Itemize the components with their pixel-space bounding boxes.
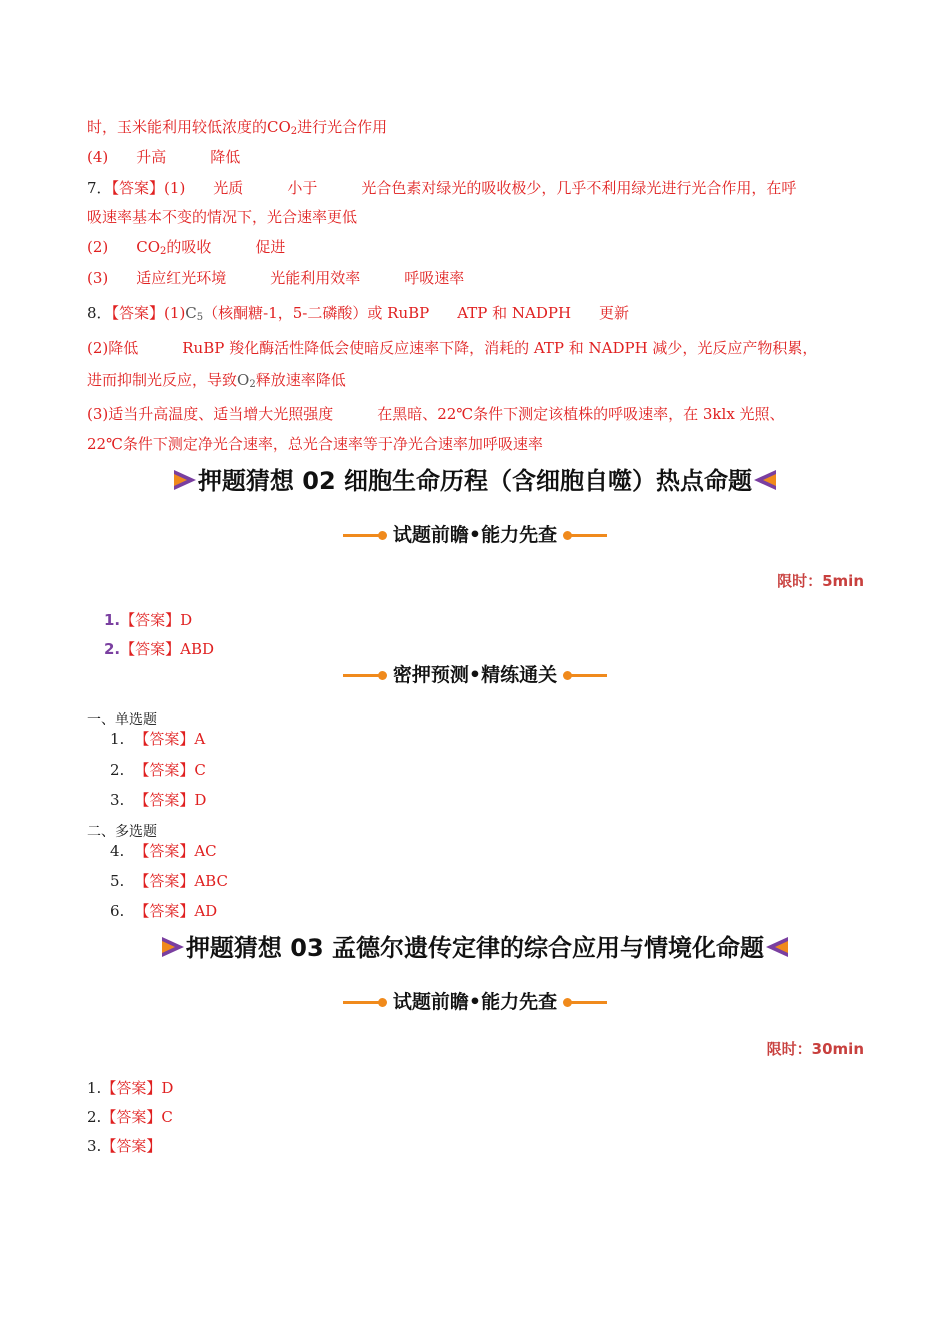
answer-text: 【答案】AC xyxy=(134,842,217,860)
multi-choice-heading: 二、多选题 xyxy=(87,824,157,840)
question-number: 1. xyxy=(110,730,125,748)
subsection-banner xyxy=(0,989,950,1015)
divider-line xyxy=(343,534,383,537)
question-number: 2. xyxy=(87,1108,102,1126)
answer-text: 呼吸速率 xyxy=(404,269,465,287)
subsection-banner xyxy=(0,522,950,548)
arrow-left-icon xyxy=(766,937,788,957)
answer-text: (3)适当升高温度、适当增大光照强度 xyxy=(87,405,334,423)
answer-text: 适应红光环境 xyxy=(136,269,227,287)
banner-label: 试题前瞻•能力先查 xyxy=(392,991,558,1013)
answer-text: 光质 xyxy=(213,179,244,197)
divider-line xyxy=(567,1001,607,1004)
question-number: 8． xyxy=(87,304,112,322)
section-title: 押题猜想 02 细胞生命历程（含细胞自噬）热点命题 xyxy=(197,467,753,495)
answer-line xyxy=(87,147,240,167)
answer-line xyxy=(87,1136,161,1156)
answer-text: RuBP 羧化酶活性降低会使暗反应速率下降，消耗的 ATP 和 NADPH 减少，光反应产物积累， xyxy=(182,339,818,357)
subscript: 2 xyxy=(249,379,256,390)
answer-line xyxy=(110,729,205,749)
banner-label: 试题前瞻•能力先查 xyxy=(392,524,558,546)
answer-text: 【答案】ABC xyxy=(134,872,228,890)
answer-text: 【答案】C xyxy=(134,761,206,779)
answer-line xyxy=(104,610,192,630)
answer-text: ATP 和 NADPH xyxy=(457,304,572,322)
answer-text: 光能利用效率 xyxy=(270,269,361,287)
answer-text: (2)降低 xyxy=(87,339,139,357)
subscript: 5 xyxy=(196,312,204,323)
answer-text: 吸速率基本不变的情况下，光合速率更低 xyxy=(87,208,358,226)
answer-text: 降低 xyxy=(210,148,241,166)
answer-text: 时，玉米能利用较低浓度的CO xyxy=(87,118,291,136)
answer-text: 【答案】A xyxy=(134,730,206,748)
arrow-right-icon xyxy=(174,470,196,490)
answer-line xyxy=(87,268,464,288)
question-number: 3. xyxy=(110,791,125,809)
answer-line xyxy=(87,338,817,358)
answer-text: 光合色素对绿光的吸收极少，几乎不利用绿光进行光合作用，在呼 xyxy=(361,179,797,197)
time-limit: 限时：5min xyxy=(777,572,864,590)
answer-line xyxy=(87,1107,173,1127)
answer-text: 【答案】D xyxy=(101,1079,174,1097)
answer-text: CO xyxy=(136,238,161,256)
formula-o2: O xyxy=(237,371,250,389)
answer-line xyxy=(110,790,206,810)
answer-text: 在黑暗、22℃条件下测定该植株的呼吸速率，在 3klx 光照、 xyxy=(377,405,785,423)
answer-line xyxy=(87,303,629,328)
divider-line xyxy=(343,1001,383,1004)
question-number: 5. xyxy=(110,872,125,890)
answer-text: 小于 xyxy=(287,179,318,197)
section-heading xyxy=(0,465,950,497)
question-number: 1. xyxy=(104,611,121,629)
answer-text: 22℃条件下测定净光合速率，总光合速率等于净光合速率加呼吸速率 xyxy=(87,435,543,453)
section-heading xyxy=(0,932,950,964)
single-choice-heading: 一、单选题 xyxy=(87,712,157,728)
divider-line xyxy=(567,674,607,677)
question-number: 2. xyxy=(104,640,121,658)
subsection-banner xyxy=(0,662,950,688)
question-number: 7． xyxy=(87,179,112,197)
arrow-right-icon xyxy=(162,937,184,957)
question-number: 1. xyxy=(87,1079,102,1097)
subscript: 2 xyxy=(290,126,298,137)
section-title: 押题猜想 03 孟德尔遗传定律的综合应用与情境化命题 xyxy=(185,934,765,962)
formula-c5: C xyxy=(185,304,197,322)
answer-text: 的吸收 xyxy=(166,238,212,256)
answer-line xyxy=(87,434,543,454)
answer-label: 【答案】(1) xyxy=(111,304,186,322)
answer-text: 促进 xyxy=(255,238,286,256)
answer-text: （核酮糖-1，5-二磷酸）或 RuBP xyxy=(203,304,430,322)
answer-line xyxy=(110,871,228,891)
banner-label: 密押预测•精练通关 xyxy=(392,664,558,686)
answer-text: 更新 xyxy=(599,304,630,322)
answer-text: 升高 xyxy=(136,148,167,166)
divider-line xyxy=(567,534,607,537)
answer-line xyxy=(87,404,785,424)
question-number: 3. xyxy=(87,1137,102,1155)
answer-text: 【答案】AD xyxy=(134,902,218,920)
answer-line xyxy=(87,207,357,227)
answer-text: 【答案】D xyxy=(120,611,193,629)
answer-text: 【答案】 xyxy=(101,1137,162,1155)
divider-line xyxy=(343,674,383,677)
arrow-left-icon xyxy=(754,470,776,490)
question-number: 4. xyxy=(110,842,125,860)
time-limit: 限时：30min xyxy=(766,1040,864,1058)
answer-line xyxy=(110,760,206,780)
answer-text: 释放速率降低 xyxy=(255,371,346,389)
answer-line xyxy=(87,370,346,395)
answer-line xyxy=(87,178,796,198)
answer-line xyxy=(87,1078,173,1098)
question-number: 2. xyxy=(110,761,125,779)
subscript: 2 xyxy=(160,246,167,257)
answer-text: 进而抑制光反应，导致 xyxy=(87,371,238,389)
answer-line xyxy=(87,237,285,262)
sub-question-number: (3) xyxy=(87,269,109,287)
answer-line xyxy=(104,639,214,659)
answer-text: 【答案】C xyxy=(101,1108,173,1126)
sub-question-number: (2) xyxy=(87,238,109,256)
answer-text: 进行光合作用 xyxy=(297,118,388,136)
answer-text: 【答案】ABD xyxy=(120,640,215,658)
answer-text: 【答案】D xyxy=(134,791,207,809)
answer-line xyxy=(87,117,387,142)
question-number: 6. xyxy=(110,902,125,920)
answer-label: 【答案】(1) xyxy=(111,179,186,197)
answer-line xyxy=(110,901,217,921)
sub-question-number: (4) xyxy=(87,148,109,166)
answer-line xyxy=(110,841,217,861)
